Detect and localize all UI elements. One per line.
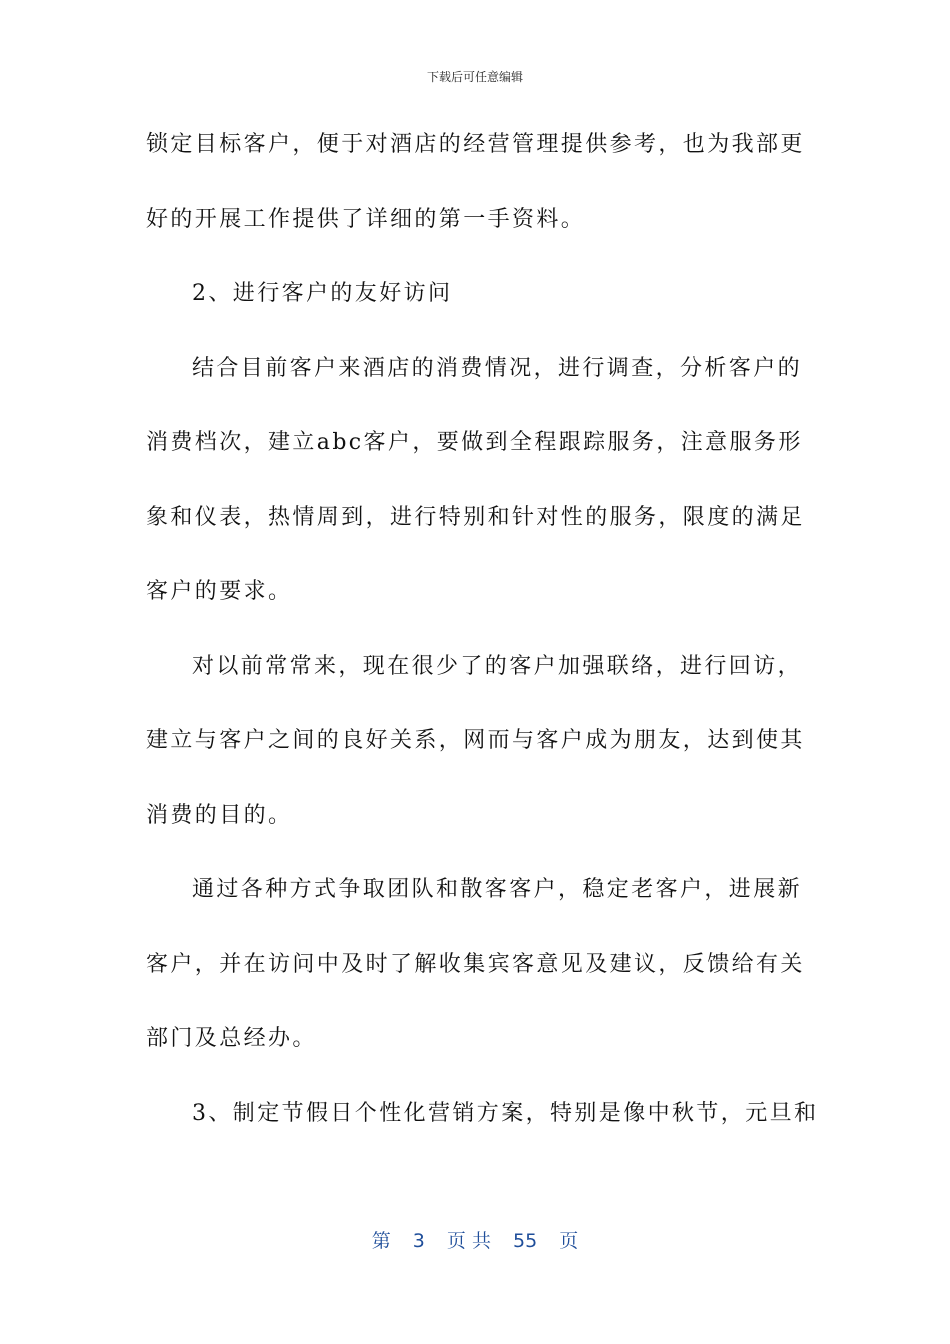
total-pages: 55 bbox=[513, 1230, 538, 1252]
text-line: 消费的目的。 bbox=[146, 802, 293, 828]
text-line: 结合目前客户来酒店的消费情况，进行调查，分析客户的 bbox=[192, 355, 803, 381]
text-line: 消费档次，建立abc客户，要做到全程跟踪服务，注意服务形 bbox=[146, 430, 803, 455]
section-heading: 2、进行客户的友好访问 bbox=[192, 281, 453, 306]
footer-prefix: 第 bbox=[371, 1230, 391, 1252]
page-footer bbox=[0, 1226, 950, 1253]
text-line: 建立与客户之间的良好关系，网而与客户成为朋友，达到使其 bbox=[146, 728, 805, 753]
page-number: 3 bbox=[412, 1230, 425, 1252]
footer-suffix: 页 bbox=[559, 1230, 579, 1252]
text-line: 通过各种方式争取团队和散客客户，稳定老客户，进展新 bbox=[192, 877, 803, 902]
text-line: 客户的要求。 bbox=[146, 579, 293, 604]
document-body bbox=[146, 118, 819, 1161]
footer-middle: 页 共 bbox=[446, 1230, 491, 1252]
section-heading: 3、制定节假日个性化营销方案，特别是像中秋节，元旦和 bbox=[192, 1100, 819, 1126]
text-line: 对以前常常来，现在很少了的客户加强联络，进行回访， bbox=[192, 653, 803, 679]
text-line: 锁定目标客户，便于对酒店的经营管理提供参考，也为我部更 bbox=[146, 132, 805, 157]
text-line: 部门及总经办。 bbox=[146, 1026, 317, 1051]
header-note: 下载后可任意编辑 bbox=[426, 70, 523, 84]
text-line: 象和仪表，热情周到，进行特别和针对性的服务，限度的满足 bbox=[146, 504, 805, 530]
text-line: 客户，并在访问中及时了解收集宾客意见及建议，反馈给有关 bbox=[146, 951, 805, 977]
text-line: 好的开展工作提供了详细的第一手资料。 bbox=[146, 206, 586, 232]
